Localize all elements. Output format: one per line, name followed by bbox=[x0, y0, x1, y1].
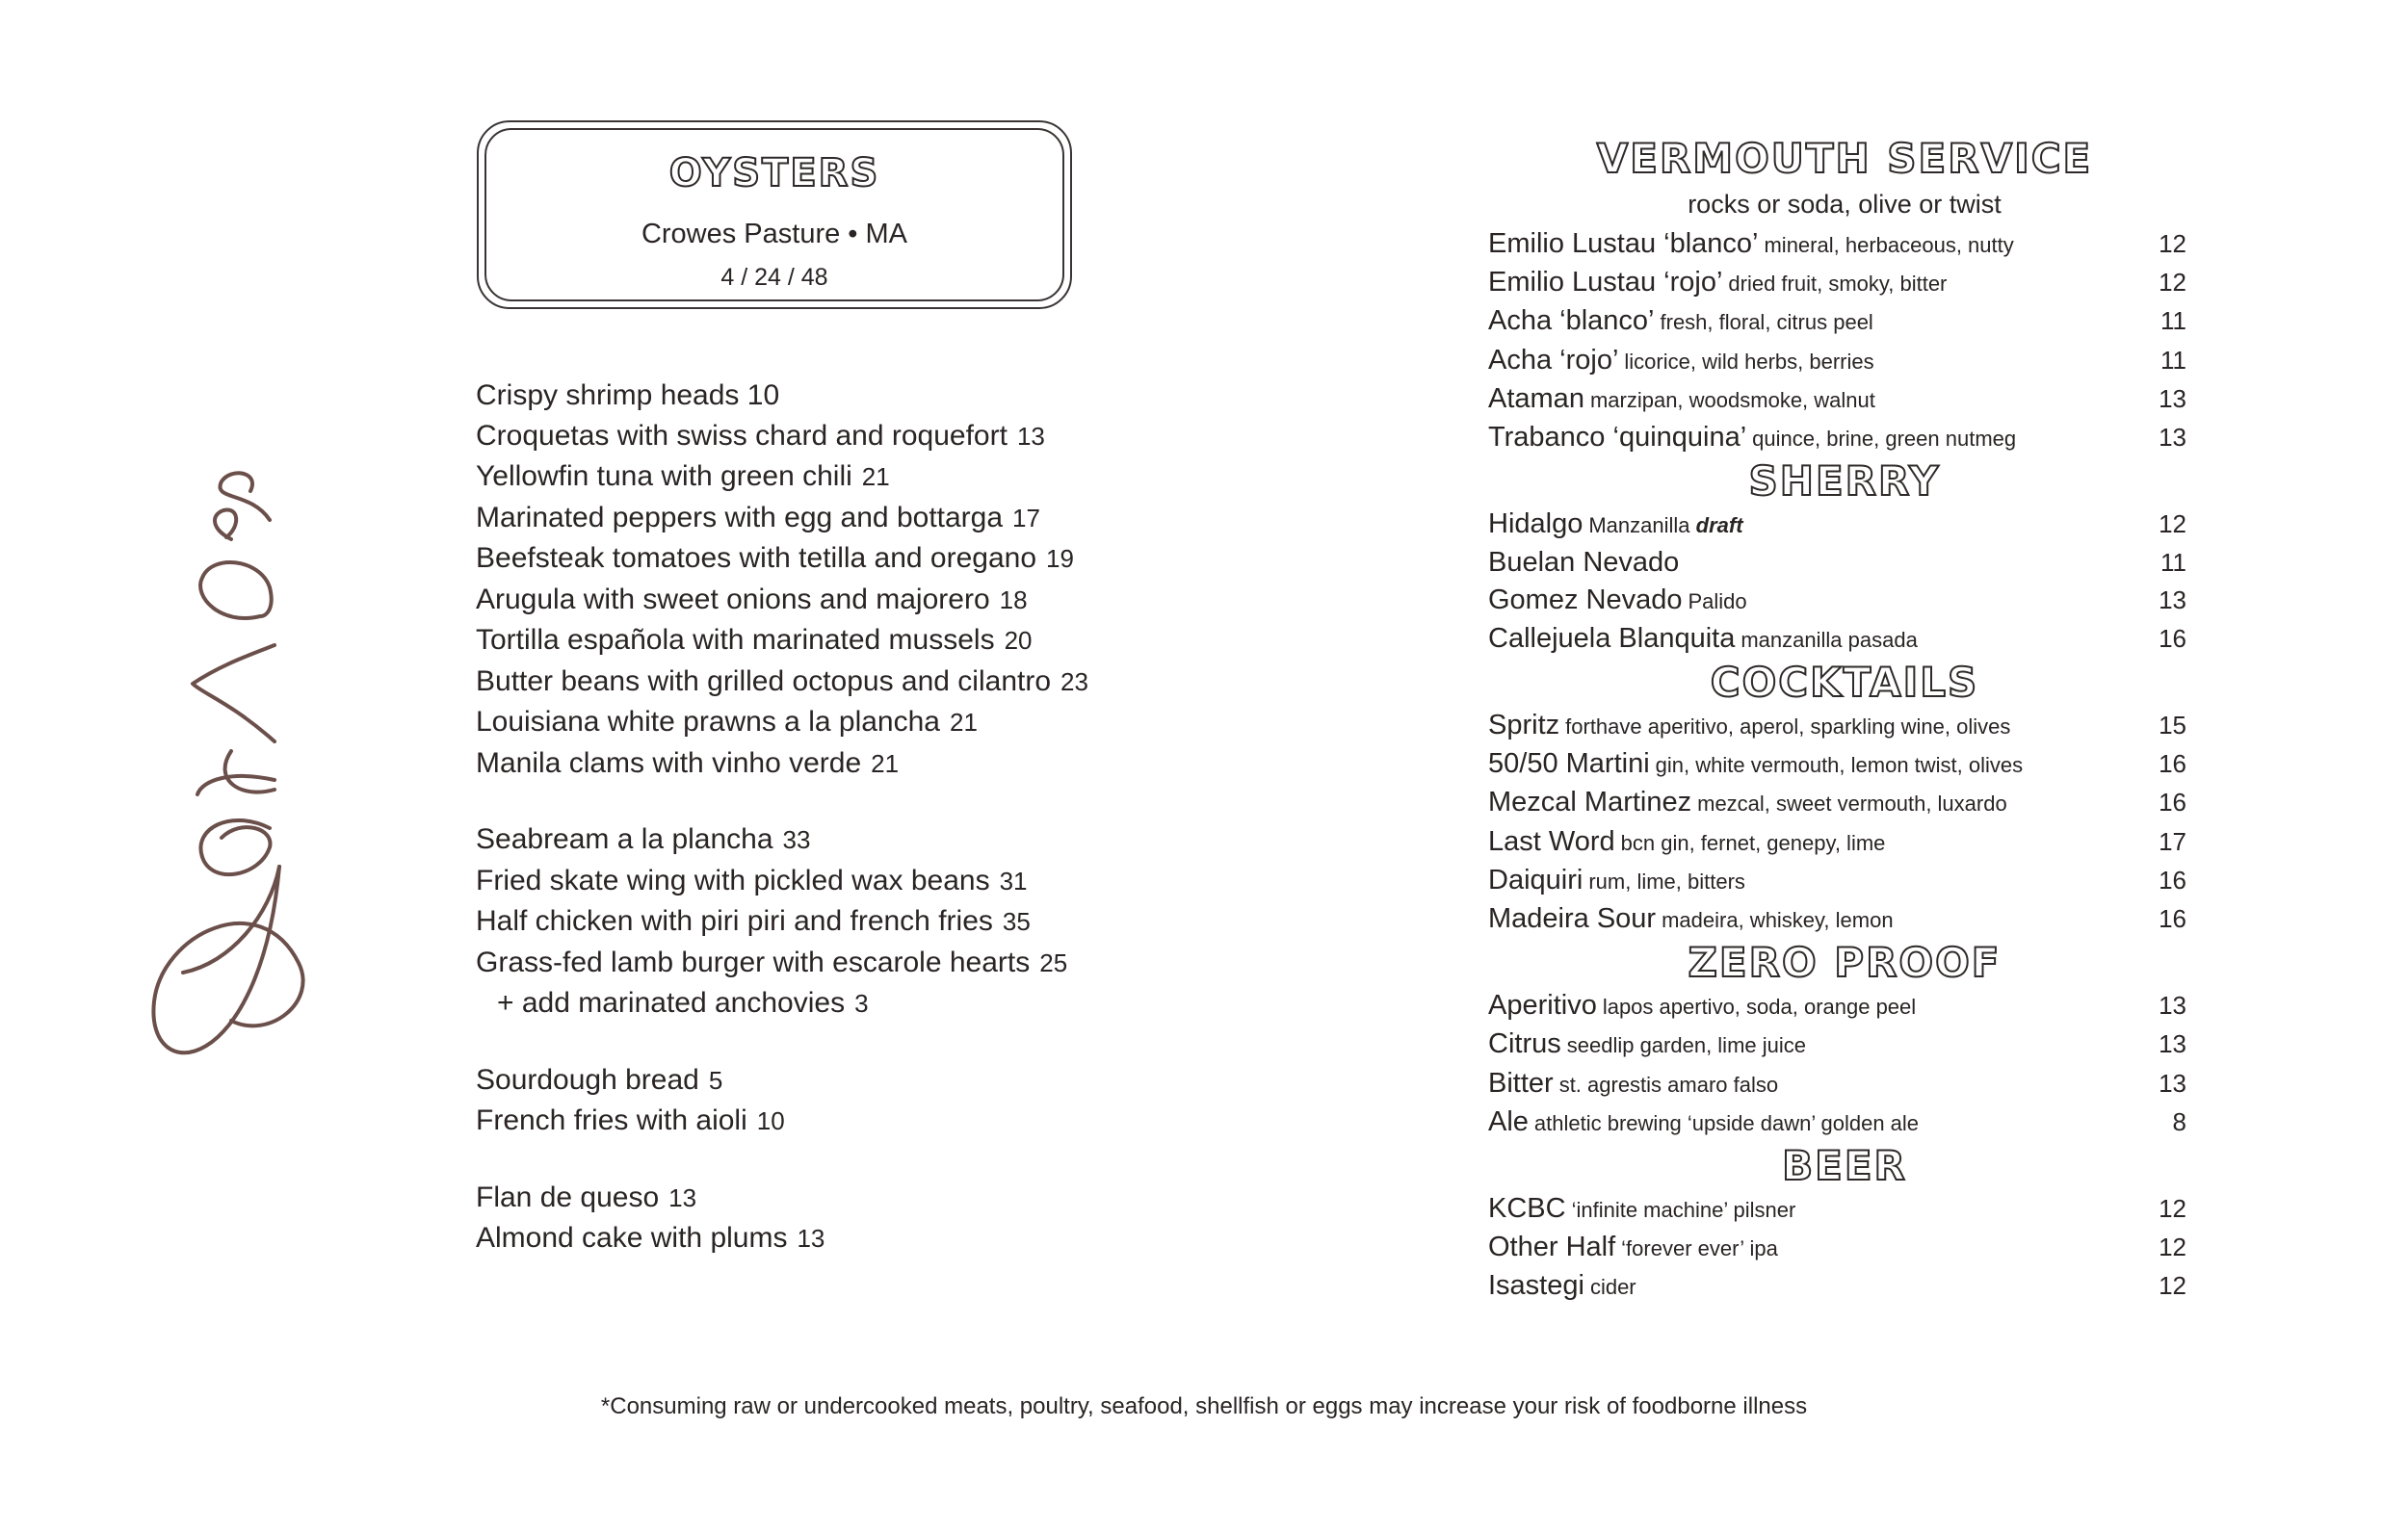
drink-desc bbox=[1588, 513, 1742, 537]
section-title: VERMOUTH SERVICE bbox=[1596, 135, 2093, 182]
drink-item bbox=[1488, 1190, 2201, 1229]
drink-desc bbox=[1590, 388, 1875, 412]
drink-desc bbox=[1764, 233, 2013, 257]
food-item bbox=[476, 376, 1208, 416]
drink-item bbox=[1488, 264, 2201, 302]
drink-item bbox=[1488, 582, 2201, 620]
drink-price: 13 bbox=[2159, 1068, 2186, 1098]
drink-item bbox=[1488, 544, 2201, 581]
oysters-prices: 4 / 24 / 48 bbox=[720, 264, 828, 291]
section-title: SHERRY bbox=[1748, 457, 1941, 506]
drink-price: 16 bbox=[2159, 623, 2186, 653]
drink-desc-text: lapos apertivo, soda, orange peel bbox=[1602, 995, 1917, 1020]
drink-desc bbox=[1559, 1073, 1778, 1097]
drink-name: Citrus bbox=[1488, 1028, 1561, 1060]
drink-name: Acha ‘rojo’ bbox=[1488, 344, 1619, 376]
drink-price: 15 bbox=[2159, 711, 2186, 740]
drink-price: 17 bbox=[2159, 826, 2186, 856]
food-group bbox=[476, 376, 1208, 784]
drink-section bbox=[1488, 457, 2201, 659]
drink-desc-text: madeira, whiskey, lemon bbox=[1662, 908, 1894, 933]
drink-price: 12 bbox=[2159, 229, 2186, 258]
drink-price: 16 bbox=[2159, 904, 2186, 934]
drink-item bbox=[1488, 987, 2201, 1026]
drink-desc-text: mezcal, sweet vermouth, luxardo bbox=[1697, 792, 2007, 817]
food-item bbox=[476, 819, 1208, 861]
drink-desc-text: fresh, floral, citrus peel bbox=[1660, 310, 1873, 335]
food-item-name: Arugula with sweet onions and majorero bbox=[476, 583, 990, 615]
drink-desc bbox=[1565, 714, 2010, 739]
drink-price: 12 bbox=[2159, 1233, 2186, 1262]
drink-name: Emilio Lustau ‘rojo’ bbox=[1488, 267, 1723, 299]
food-item bbox=[476, 416, 1208, 457]
drink-desc bbox=[1567, 1033, 1806, 1057]
drink-price: 11 bbox=[2160, 345, 2186, 375]
drink-price: 13 bbox=[2159, 423, 2186, 453]
drink-desc-emphasis: draft bbox=[1695, 513, 1743, 538]
drink-item bbox=[1488, 1267, 2201, 1306]
drink-desc bbox=[1534, 1111, 1919, 1135]
drink-desc bbox=[1572, 1198, 1796, 1222]
food-item bbox=[476, 743, 1208, 785]
drink-item bbox=[1488, 784, 2201, 822]
drink-desc-text: ‘forever ever’ ipa bbox=[1621, 1236, 1778, 1261]
drink-price: 16 bbox=[2159, 788, 2186, 818]
drink-price: 13 bbox=[2159, 1029, 2186, 1059]
drink-price: 12 bbox=[2159, 1194, 2186, 1224]
food-item-price: 25 bbox=[1039, 948, 1068, 977]
food-item-price: 20 bbox=[1004, 626, 1033, 655]
drink-name: Ale bbox=[1488, 1105, 1529, 1137]
drink-name: Aperitivo bbox=[1488, 990, 1597, 1022]
drink-name: Spritz bbox=[1488, 710, 1560, 741]
drink-item bbox=[1488, 745, 2201, 784]
drink-name: Trabanco ‘quinquina’ bbox=[1488, 422, 1747, 454]
drink-name: Other Half bbox=[1488, 1232, 1616, 1263]
drink-name: Last Word bbox=[1488, 825, 1615, 857]
drink-desc bbox=[1624, 350, 1873, 374]
food-item-name: Louisiana white prawns a la plancha bbox=[476, 706, 940, 738]
drink-desc-text: mineral, herbaceous, nutty bbox=[1764, 233, 2014, 257]
drink-name: Bitter bbox=[1488, 1067, 1554, 1099]
drink-desc bbox=[1728, 272, 1947, 296]
food-item-price: 18 bbox=[999, 584, 1028, 614]
drink-desc bbox=[1621, 831, 1886, 855]
drink-section bbox=[1488, 135, 2201, 457]
section-title: COCKTAILS bbox=[1710, 659, 1979, 707]
drink-desc-text: ‘infinite machine’ pilsner bbox=[1571, 1198, 1796, 1223]
food-item-price: 10 bbox=[756, 1106, 785, 1135]
food-item bbox=[476, 1178, 1208, 1219]
food-item bbox=[476, 620, 1208, 662]
drink-desc-text: Manzanilla bbox=[1588, 513, 1690, 538]
drink-price: 12 bbox=[2159, 268, 2186, 298]
food-item-price: 31 bbox=[999, 866, 1028, 896]
drink-name: Callejuela Blanquita bbox=[1488, 622, 1736, 654]
drink-desc bbox=[1688, 589, 1747, 613]
drink-desc-text: bcn gin, fernet, genepy, lime bbox=[1620, 830, 1886, 855]
drink-section bbox=[1488, 939, 2201, 1142]
food-item bbox=[476, 1218, 1208, 1259]
drink-item bbox=[1488, 1104, 2201, 1142]
drink-desc bbox=[1661, 310, 1873, 334]
drink-item bbox=[1488, 380, 2201, 419]
drink-price: 11 bbox=[2160, 306, 2186, 336]
drink-price: 8 bbox=[2172, 1106, 2186, 1136]
food-item bbox=[476, 538, 1208, 580]
drink-desc bbox=[1621, 1236, 1778, 1260]
food-item-price: 13 bbox=[668, 1182, 697, 1212]
drink-item bbox=[1488, 419, 2201, 457]
drink-item bbox=[1488, 1065, 2201, 1104]
drink-section bbox=[1488, 1142, 2201, 1307]
drink-desc-text: athletic brewing ‘upside dawn’ golden ale bbox=[1533, 1110, 1920, 1135]
section-title: BEER bbox=[1782, 1142, 1907, 1190]
drink-desc bbox=[1697, 792, 2007, 816]
food-group bbox=[476, 1060, 1208, 1142]
drink-item bbox=[1488, 1229, 2201, 1267]
food-item-price: 13 bbox=[797, 1224, 825, 1253]
food-item-price: 21 bbox=[949, 708, 978, 737]
food-item-price: 3 bbox=[854, 989, 869, 1018]
drink-desc-text: manzanilla pasada bbox=[1741, 627, 1918, 652]
food-item-price: 33 bbox=[782, 825, 811, 854]
section-subtitle: rocks or soda, olive or twist bbox=[1688, 190, 2002, 219]
drink-price: 13 bbox=[2159, 383, 2186, 413]
food-item-name: French fries with aioli bbox=[476, 1104, 747, 1136]
drink-desc-text: licorice, wild herbs, berries bbox=[1624, 349, 1874, 374]
drink-section bbox=[1488, 659, 2201, 939]
food-item-price: 19 bbox=[1046, 544, 1074, 573]
food-item bbox=[476, 1101, 1208, 1142]
drink-name: Ataman bbox=[1488, 382, 1584, 414]
drink-desc bbox=[1662, 908, 1893, 932]
drink-item bbox=[1488, 823, 2201, 862]
food-item-name: Croquetas with swiss chard and roquefort bbox=[476, 419, 1008, 452]
food-item bbox=[476, 662, 1208, 703]
logo-script-icon bbox=[116, 462, 337, 1088]
food-item bbox=[476, 702, 1208, 743]
footer-disclaimer: *Consuming raw or undercooked meats, poultry, seafood, shellfish or eggs may increase your risk of foodborne illness bbox=[600, 1393, 1808, 1419]
drink-desc bbox=[1752, 427, 2016, 451]
drink-name: Daiquiri bbox=[1488, 864, 1584, 896]
food-item bbox=[476, 943, 1208, 984]
food-item-price: 21 bbox=[871, 748, 900, 778]
drink-name: Madeira Sour bbox=[1488, 903, 1657, 935]
food-item bbox=[476, 580, 1208, 621]
food-item-price: 5 bbox=[708, 1065, 723, 1095]
drink-desc-text: Palido bbox=[1688, 588, 1747, 613]
drink-item bbox=[1488, 1026, 2201, 1064]
drink-desc bbox=[1590, 1275, 1636, 1299]
drink-price: 11 bbox=[2160, 548, 2186, 578]
drink-item bbox=[1488, 302, 2201, 341]
drink-desc-text: seedlip garden, lime juice bbox=[1566, 1033, 1806, 1058]
drink-name: Gomez Nevado bbox=[1488, 584, 1683, 615]
drink-name: Buelan Nevado bbox=[1488, 547, 1680, 579]
drink-item bbox=[1488, 620, 2201, 659]
food-item bbox=[476, 498, 1208, 539]
food-group bbox=[476, 1178, 1208, 1259]
drink-name: KCBC bbox=[1488, 1193, 1566, 1225]
drink-price: 12 bbox=[2159, 1271, 2186, 1301]
drink-desc-text: quince, brine, green nutmeg bbox=[1752, 427, 2017, 452]
food-item-name: Fried skate wing with pickled wax beans bbox=[476, 864, 990, 896]
food-item bbox=[476, 861, 1208, 902]
drink-name: Mezcal Martinez bbox=[1488, 787, 1692, 818]
food-item-name: Tortilla española with marinated mussels bbox=[476, 624, 995, 656]
food-item-name: Yellowfin tuna with green chili bbox=[476, 460, 852, 492]
food-item-name: Flan de queso bbox=[476, 1181, 660, 1213]
food-item-name: Almond cake with plums bbox=[476, 1222, 788, 1254]
oysters-source: Crowes Pasture • MA bbox=[641, 219, 908, 249]
drink-name: 50/50 Martini bbox=[1488, 748, 1650, 780]
food-item-name: Crispy shrimp heads 10 bbox=[476, 379, 780, 411]
food-menu bbox=[476, 376, 1208, 1295]
food-item bbox=[476, 456, 1208, 498]
oysters-title: OYSTERS bbox=[668, 151, 880, 195]
drink-price: 16 bbox=[2159, 749, 2186, 779]
drink-item bbox=[1488, 862, 2201, 900]
drink-name: Acha ‘blanco’ bbox=[1488, 305, 1655, 337]
logo-cervos bbox=[116, 462, 337, 1088]
drink-price: 12 bbox=[2159, 509, 2186, 539]
food-item-name: Beefsteak tomatoes with tetilla and oregano bbox=[476, 542, 1037, 574]
food-item bbox=[476, 901, 1208, 943]
drink-item bbox=[1488, 342, 2201, 380]
drink-name: Isastegi bbox=[1488, 1270, 1584, 1302]
drink-desc-text: gin, white vermouth, lemon twist, olives bbox=[1655, 753, 2024, 778]
food-item-price: 23 bbox=[1060, 666, 1088, 696]
drink-desc-text: forthave aperitivo, aperol, sparkling wine, olives bbox=[1565, 714, 2011, 740]
section-title: ZERO PROOF bbox=[1688, 939, 2002, 987]
drink-desc-text: rum, lime, bitters bbox=[1588, 869, 1745, 894]
drink-desc bbox=[1588, 870, 1745, 894]
drinks-menu bbox=[1488, 135, 2201, 1307]
drink-item bbox=[1488, 707, 2201, 745]
drink-desc-text: marzipan, woodsmoke, walnut bbox=[1589, 387, 1875, 412]
food-item-name: Manila clams with vinho verde bbox=[476, 746, 862, 779]
drink-desc-text: st. agrestis amaro falso bbox=[1558, 1072, 1779, 1097]
drink-name: Hidalgo bbox=[1488, 508, 1584, 540]
food-item-name: Seabream a la plancha bbox=[476, 823, 773, 855]
food-item-name: Half chicken with piri piri and french fries bbox=[476, 905, 993, 937]
drink-price: 16 bbox=[2159, 865, 2186, 895]
food-item bbox=[476, 983, 1208, 1025]
drink-desc bbox=[1603, 995, 1916, 1019]
food-item-name: Grass-fed lamb burger with escarole hearts bbox=[476, 946, 1031, 978]
drink-desc-text: dried fruit, smoky, bitter bbox=[1728, 272, 1948, 297]
food-item-name: Marinated peppers with egg and bottarga bbox=[476, 501, 1004, 533]
drink-desc bbox=[1656, 753, 2024, 777]
food-group bbox=[476, 819, 1208, 1025]
drink-desc bbox=[1741, 628, 1917, 652]
food-item-price: 17 bbox=[1012, 503, 1040, 532]
drink-item bbox=[1488, 900, 2201, 939]
drink-price: 13 bbox=[2159, 991, 2186, 1021]
food-item-name: + add marinated anchovies bbox=[497, 987, 846, 1019]
food-item-price: 35 bbox=[1002, 907, 1031, 936]
food-item-name: Sourdough bread bbox=[476, 1063, 699, 1096]
food-item bbox=[476, 1060, 1208, 1102]
oysters-box bbox=[477, 120, 1072, 309]
food-item-price: 21 bbox=[861, 462, 890, 491]
drink-item bbox=[1488, 225, 2201, 264]
drink-desc-text: cider bbox=[1589, 1275, 1636, 1300]
drink-price: 13 bbox=[2159, 584, 2186, 614]
food-item-price: 13 bbox=[1016, 421, 1045, 451]
food-item-name: Butter beans with grilled octopus and cilantro bbox=[476, 664, 1052, 697]
drink-name: Emilio Lustau ‘blanco’ bbox=[1488, 228, 1759, 259]
drink-item bbox=[1488, 506, 2201, 544]
